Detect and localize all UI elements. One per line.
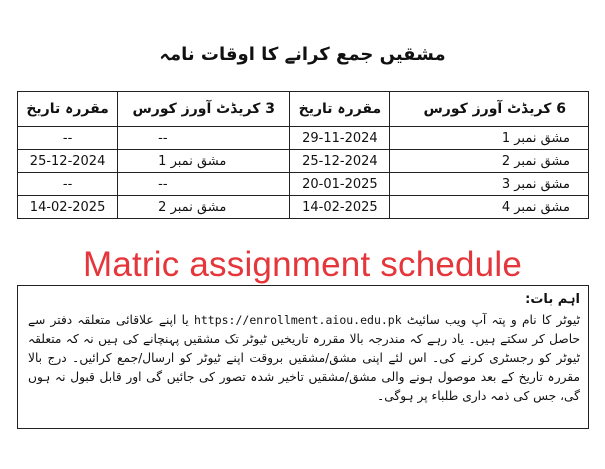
due-date-3-credit: 25-12-2024 xyxy=(18,150,118,173)
table-row xyxy=(18,150,589,173)
important-note-box xyxy=(17,285,589,429)
assignment-3-credit: مشق نمبر 1 xyxy=(118,150,290,173)
page-title: مشقیں جمع کرانے کا اوقات نامہ xyxy=(159,44,446,65)
note-heading: اہم بات: xyxy=(525,292,580,307)
column-header-due-date-3-credit: مقررہ تاریخ xyxy=(18,92,118,127)
table-row xyxy=(18,196,589,219)
due-date-6-credit: 25-12-2024 xyxy=(290,150,390,173)
due-date-6-credit: 20-01-2025 xyxy=(290,173,390,196)
schedule-table xyxy=(17,91,589,219)
note-text-start: ٹیوٹر کا نام و پتہ آپ ویب سائیٹ xyxy=(401,313,581,327)
column-header-due-date-6-credit: مقررہ تاریخ xyxy=(290,92,390,127)
assignment-3-credit: مشق نمبر 2 xyxy=(118,196,290,219)
table-row xyxy=(18,127,589,150)
table-row xyxy=(18,173,589,196)
assignment-6-credit: مشق نمبر 3 xyxy=(390,173,589,196)
table-header-row xyxy=(18,92,589,127)
assignment-6-credit: مشق نمبر 1 xyxy=(390,127,589,150)
note-body xyxy=(28,311,580,406)
overlay-caption: Matric assignment schedule xyxy=(82,245,522,284)
due-date-3-credit: 14-02-2025 xyxy=(18,196,118,219)
column-header-6-credit-course: 6 کریڈٹ آورز کورس xyxy=(390,92,589,127)
due-date-3-credit: -- xyxy=(18,127,118,150)
assignment-6-credit: مشق نمبر 2 xyxy=(390,150,589,173)
assignment-6-credit: مشق نمبر 4 xyxy=(390,196,589,219)
column-header-3-credit-course: 3 کریڈٹ آورز کورس xyxy=(118,92,290,127)
due-date-6-credit: 14-02-2025 xyxy=(290,196,390,219)
assignment-3-credit: -- xyxy=(118,173,290,196)
assignment-3-credit: -- xyxy=(118,127,290,150)
note-text-rest: یا اپنے علاقائی متعلقہ دفتر سے حاصل کر سکتے ہیں۔ یاد رہے کہ مندرجہ بالا مقررہ تاریخیں ٹیوٹر تک مشقیں پہنچانے کی ہیں نہ کہ متعلقہ ٹیوٹر کو رجسٹری کرنے کی۔ اس لئے اپنی مشق/مشقیں بروقت اپنے ٹیوٹر کو ارسال/جمع کرائیں۔ درج بالا مقررہ تاریخ کے بعد موصول ہونے والی مشق/مشقیں تاخیر شدہ تصور کی جائیں گی اور قابل قبول نہ ہوں گی، جس کی ذمہ داری طلباء پر ہوگی۔ xyxy=(28,313,580,403)
due-date-6-credit: 29-11-2024 xyxy=(290,127,390,150)
enrollment-url-link[interactable]: https://enrollment.aiou.edu.pk xyxy=(193,313,402,327)
due-date-3-credit: -- xyxy=(18,173,118,196)
